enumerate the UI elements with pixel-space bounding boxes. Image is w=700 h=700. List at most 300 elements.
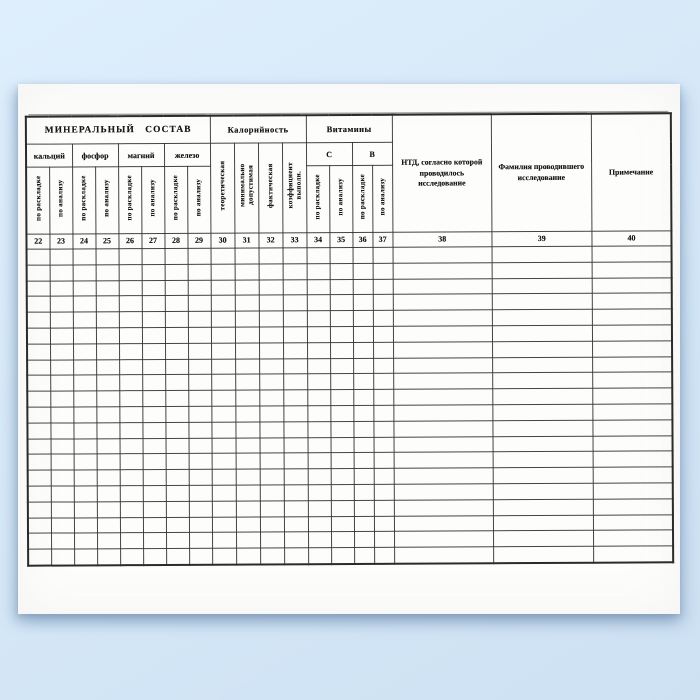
empty-cell	[165, 327, 188, 343]
empty-cell	[493, 515, 593, 531]
by-analysis-label: по анализу	[148, 178, 157, 217]
empty-cell	[27, 296, 50, 312]
empty-cell	[284, 421, 308, 437]
column-number: 23	[49, 234, 72, 249]
empty-cell	[260, 501, 284, 517]
empty-cell	[50, 407, 73, 423]
empty-cell	[235, 390, 259, 406]
empty-cell	[284, 500, 308, 516]
empty-cell	[330, 326, 353, 342]
empty-data-row	[28, 546, 673, 566]
empty-cell	[96, 296, 119, 312]
phosphorus-by-layout-header	[72, 167, 95, 234]
empty-cell	[236, 422, 260, 438]
empty-cell	[142, 391, 165, 407]
empty-cell	[189, 501, 212, 517]
vitamin-b-by-layout-header	[352, 165, 372, 232]
empty-cell	[50, 249, 73, 265]
empty-cell	[165, 391, 188, 407]
empty-cell	[393, 247, 492, 263]
empty-cell	[393, 263, 492, 279]
empty-cell	[119, 328, 142, 344]
empty-cell	[283, 295, 307, 311]
empty-cell	[330, 295, 353, 311]
empty-cell	[165, 248, 188, 264]
by-analysis-label: по анализу	[102, 178, 111, 217]
empty-cell	[27, 375, 50, 391]
empty-cell	[96, 422, 119, 438]
empty-cell	[96, 328, 119, 344]
empty-cell	[236, 517, 260, 533]
empty-cell	[283, 343, 307, 359]
empty-cell	[51, 470, 74, 486]
empty-cell	[354, 532, 374, 548]
empty-cell	[96, 280, 119, 296]
empty-cell	[394, 468, 493, 484]
empty-cell	[260, 516, 284, 532]
calcium-header: кальций	[26, 144, 72, 167]
empty-cell	[119, 296, 142, 312]
column-number: 24	[72, 234, 95, 249]
empty-cell	[260, 469, 284, 485]
empty-cell	[212, 485, 236, 501]
actual-header	[258, 143, 282, 233]
empty-cell	[593, 530, 673, 546]
empty-cell	[394, 515, 493, 531]
coefficient-line2: выполн.	[294, 170, 303, 200]
empty-cell	[235, 359, 259, 375]
empty-cell	[28, 470, 51, 486]
empty-cell	[592, 262, 672, 278]
empty-cell	[50, 312, 73, 328]
empty-cell	[493, 452, 593, 468]
empty-cell	[74, 486, 97, 502]
by-analysis-label: по анализу	[336, 177, 345, 216]
column-number: 31	[235, 233, 259, 248]
empty-cell	[354, 437, 374, 453]
ntd-header-line3: исследование	[418, 178, 466, 189]
empty-cell	[353, 358, 373, 374]
empty-cell	[188, 248, 211, 264]
empty-cell	[73, 249, 96, 265]
empty-cell	[353, 390, 373, 406]
empty-cell	[96, 312, 119, 328]
empty-cell	[120, 470, 143, 486]
empty-cell	[236, 453, 260, 469]
empty-cell	[373, 358, 393, 374]
empty-cell	[353, 311, 373, 327]
column-number: 37	[373, 232, 393, 247]
empty-cell	[592, 309, 672, 325]
empty-cell	[120, 549, 143, 565]
empty-cell	[235, 248, 259, 264]
empty-cell	[394, 547, 493, 564]
empty-cell	[354, 484, 374, 500]
empty-cell	[394, 436, 493, 452]
column-number: 26	[118, 234, 141, 249]
empty-cell	[284, 516, 308, 532]
empty-cell	[188, 375, 211, 391]
empty-cell	[260, 548, 284, 564]
empty-cell	[73, 328, 96, 344]
empty-cell	[259, 406, 283, 422]
empty-cell	[212, 469, 236, 485]
empty-cell	[97, 486, 120, 502]
empty-cell	[308, 469, 331, 485]
empty-cell	[354, 500, 374, 516]
vitamin-c-by-layout-header	[306, 166, 329, 233]
empty-cell	[308, 437, 331, 453]
empty-cell	[259, 264, 283, 280]
empty-cell	[119, 422, 142, 438]
column-number: 28	[164, 233, 187, 248]
magnesium-by-analysis-header	[141, 166, 164, 233]
calcium-by-analysis-header	[49, 167, 72, 234]
empty-cell	[235, 406, 259, 422]
empty-cell	[27, 407, 50, 423]
empty-cell	[394, 421, 493, 437]
empty-cell	[331, 484, 354, 500]
min-allowed-header	[234, 143, 258, 233]
empty-cell	[374, 547, 394, 563]
empty-cell	[394, 405, 493, 421]
empty-cell	[354, 548, 374, 564]
empty-cell	[331, 548, 354, 564]
empty-cell	[493, 546, 593, 563]
empty-cell	[283, 264, 307, 280]
by-layout-label: по раскладке	[125, 174, 134, 221]
empty-cell	[492, 309, 592, 325]
vitamin-b-by-analysis-header	[372, 165, 392, 232]
min-allowed-label	[238, 164, 255, 207]
empty-cell	[394, 484, 493, 500]
empty-cell	[73, 296, 96, 312]
empty-cell	[331, 405, 354, 421]
empty-cell	[236, 501, 260, 517]
empty-cell	[212, 501, 236, 517]
empty-cell	[97, 549, 120, 565]
empty-cell	[96, 265, 119, 281]
empty-cell	[50, 281, 73, 297]
empty-cell	[97, 470, 120, 486]
empty-cell	[96, 343, 119, 359]
group-header-row	[26, 113, 671, 144]
empty-cell	[97, 533, 120, 549]
empty-cell	[211, 406, 235, 422]
empty-cell	[308, 532, 331, 548]
empty-cell	[28, 486, 51, 502]
empty-cell	[236, 485, 260, 501]
empty-cell	[592, 277, 672, 293]
empty-cell	[51, 454, 74, 470]
empty-cell	[28, 533, 51, 549]
empty-cell	[166, 517, 189, 533]
empty-cell	[374, 516, 394, 532]
empty-cell	[373, 326, 393, 342]
by-layout-label: по раскладке	[358, 173, 367, 220]
empty-cell	[593, 420, 673, 436]
empty-cell	[27, 312, 50, 328]
empty-cell	[235, 280, 259, 296]
empty-cell	[259, 343, 283, 359]
empty-cell	[330, 358, 353, 374]
phosphorus-by-analysis-header	[95, 167, 118, 234]
empty-cell	[308, 406, 331, 422]
empty-cell	[27, 423, 50, 439]
by-layout-label: по раскладке	[313, 173, 322, 220]
ntd-header	[392, 114, 492, 232]
empty-cell	[166, 454, 189, 470]
empty-cell	[373, 342, 393, 358]
empty-cell	[97, 517, 120, 533]
empty-cell	[354, 469, 374, 485]
empty-cell	[27, 281, 50, 297]
empty-cell	[165, 422, 188, 438]
empty-cell	[189, 469, 212, 485]
column-number: 27	[141, 233, 164, 248]
empty-cell	[374, 500, 394, 516]
empty-cell	[374, 421, 394, 437]
iron-by-layout-header	[164, 166, 187, 233]
by-analysis-label: по анализу	[56, 179, 65, 217]
empty-cell	[593, 451, 673, 467]
empty-cell	[283, 327, 307, 343]
empty-cell	[592, 372, 672, 388]
vitamins-header: Витамины	[306, 115, 392, 143]
empty-cell	[212, 532, 236, 548]
empty-cell	[51, 533, 74, 549]
empty-cell	[212, 517, 236, 533]
empty-cell	[354, 516, 374, 532]
empty-cell	[374, 453, 394, 469]
coefficient-line1: коэффициент	[285, 162, 295, 209]
empty-cell	[50, 296, 73, 312]
empty-cell	[331, 469, 354, 485]
empty-cell	[119, 249, 142, 265]
empty-cell	[120, 517, 143, 533]
empty-cell	[374, 437, 394, 453]
empty-cell	[593, 483, 673, 499]
empty-cell	[592, 356, 672, 372]
empty-cell	[212, 438, 236, 454]
empty-cell	[165, 312, 188, 328]
empty-cell	[28, 439, 51, 455]
empty-cell	[393, 294, 492, 310]
empty-cell	[120, 501, 143, 517]
empty-cell	[51, 517, 74, 533]
empty-cell	[188, 327, 211, 343]
empty-cell	[283, 248, 307, 264]
empty-cell	[142, 248, 165, 264]
scanned-form-page	[18, 84, 680, 614]
empty-cell	[73, 359, 96, 375]
empty-cell	[330, 374, 353, 390]
empty-cell	[259, 374, 283, 390]
column-number: 29	[187, 233, 210, 248]
empty-cell	[27, 391, 50, 407]
empty-cell	[166, 438, 189, 454]
empty-cell	[188, 422, 211, 438]
empty-cell	[51, 549, 74, 565]
empty-cell	[189, 517, 212, 533]
empty-cell	[492, 278, 592, 294]
empty-cell	[373, 374, 393, 390]
column-number: 25	[95, 234, 118, 249]
empty-cell	[73, 391, 96, 407]
empty-cell	[393, 357, 492, 373]
empty-cell	[307, 327, 330, 343]
empty-cell	[97, 438, 120, 454]
empty-cell	[51, 486, 74, 502]
empty-cell	[165, 343, 188, 359]
empty-cell	[120, 486, 143, 502]
empty-cell	[308, 485, 331, 501]
empty-cell	[331, 453, 354, 469]
empty-cell	[353, 263, 373, 279]
empty-cell	[373, 310, 393, 326]
empty-cell	[96, 359, 119, 375]
empty-cell	[211, 248, 235, 264]
empty-cell	[374, 405, 394, 421]
empty-cell	[97, 501, 120, 517]
empty-cell	[142, 422, 165, 438]
empty-cell	[165, 406, 188, 422]
empty-cell	[165, 375, 188, 391]
empty-cell	[73, 407, 96, 423]
by-layout-label: по раскладке	[171, 174, 180, 221]
empty-cell	[50, 344, 73, 360]
empty-cell	[28, 454, 51, 470]
empty-cell	[394, 500, 493, 516]
empty-cell	[120, 533, 143, 549]
theoretical-label: теоретическая	[217, 160, 227, 211]
empty-cell	[50, 328, 73, 344]
empty-cell	[74, 454, 97, 470]
empty-cell	[330, 342, 353, 358]
empty-cell	[50, 360, 73, 376]
empty-cell	[393, 389, 492, 405]
empty-cell	[73, 280, 96, 296]
empty-cell	[493, 483, 593, 499]
empty-cell	[142, 375, 165, 391]
empty-cell	[235, 264, 259, 280]
empty-cell	[28, 502, 51, 518]
empty-cell	[51, 439, 74, 455]
empty-cell	[189, 485, 212, 501]
empty-cell	[51, 502, 74, 518]
empty-cell	[142, 312, 165, 328]
empty-cell	[260, 437, 284, 453]
empty-cell	[28, 549, 51, 565]
empty-cell	[260, 453, 284, 469]
by-layout-label: по раскладке	[79, 175, 88, 221]
empty-cell	[592, 325, 672, 341]
empty-cell	[189, 533, 212, 549]
empty-cell	[96, 407, 119, 423]
empty-cell	[283, 279, 307, 295]
empty-cell	[211, 359, 235, 375]
magnesium-by-layout-header	[118, 167, 141, 234]
empty-cell	[259, 295, 283, 311]
empty-cell	[493, 467, 593, 483]
empty-cell	[492, 246, 592, 262]
empty-cell	[307, 295, 330, 311]
empty-cell	[211, 343, 235, 359]
empty-cell	[374, 532, 394, 548]
empty-cell	[331, 532, 354, 548]
column-number: 33	[283, 233, 307, 248]
empty-cell	[189, 548, 212, 564]
column-number: 30	[211, 233, 235, 248]
empty-cell	[353, 295, 373, 311]
empty-cell	[394, 531, 493, 547]
empty-cell	[330, 279, 353, 295]
empty-cell	[259, 327, 283, 343]
by-layout-label: по раскладке	[33, 175, 42, 221]
min-allowed-line2: допустимая	[246, 165, 255, 206]
empty-cell	[235, 311, 259, 327]
empty-cell	[27, 249, 50, 265]
empty-cell	[212, 453, 236, 469]
empty-cell	[211, 327, 235, 343]
empty-cell	[260, 532, 284, 548]
empty-cell	[74, 438, 97, 454]
empty-cell	[73, 265, 96, 281]
empty-cell	[592, 341, 672, 357]
empty-data-rows	[27, 246, 674, 566]
empty-cell	[96, 249, 119, 265]
empty-cell	[74, 470, 97, 486]
empty-cell	[235, 343, 259, 359]
empty-cell	[283, 358, 307, 374]
empty-cell	[373, 263, 393, 279]
empty-cell	[593, 467, 673, 483]
empty-cell	[354, 453, 374, 469]
empty-cell	[284, 437, 308, 453]
empty-cell	[354, 405, 374, 421]
empty-cell	[593, 404, 673, 420]
empty-cell	[492, 341, 592, 357]
empty-cell	[283, 374, 307, 390]
empty-cell	[165, 296, 188, 312]
empty-cell	[592, 246, 672, 262]
note-header: Примечание	[591, 113, 672, 231]
empty-cell	[188, 390, 211, 406]
vitamin-c-header: С	[306, 142, 352, 165]
empty-cell	[593, 499, 673, 515]
empty-cell	[211, 280, 235, 296]
empty-cell	[119, 407, 142, 423]
empty-cell	[493, 436, 593, 452]
empty-cell	[307, 263, 330, 279]
empty-cell	[283, 390, 307, 406]
empty-cell	[74, 549, 97, 565]
ntd-header-line2: проводилось	[419, 167, 465, 178]
empty-cell	[119, 312, 142, 328]
empty-cell	[493, 404, 593, 420]
empty-cell	[96, 375, 119, 391]
empty-cell	[493, 420, 593, 436]
empty-cell	[73, 312, 96, 328]
column-number: 34	[307, 233, 330, 248]
empty-cell	[120, 438, 143, 454]
empty-cell	[119, 359, 142, 375]
column-number: 35	[330, 232, 353, 247]
actual-label: фактическая	[265, 163, 275, 208]
empty-cell	[188, 280, 211, 296]
theoretical-header	[210, 143, 234, 233]
empty-cell	[50, 375, 73, 391]
